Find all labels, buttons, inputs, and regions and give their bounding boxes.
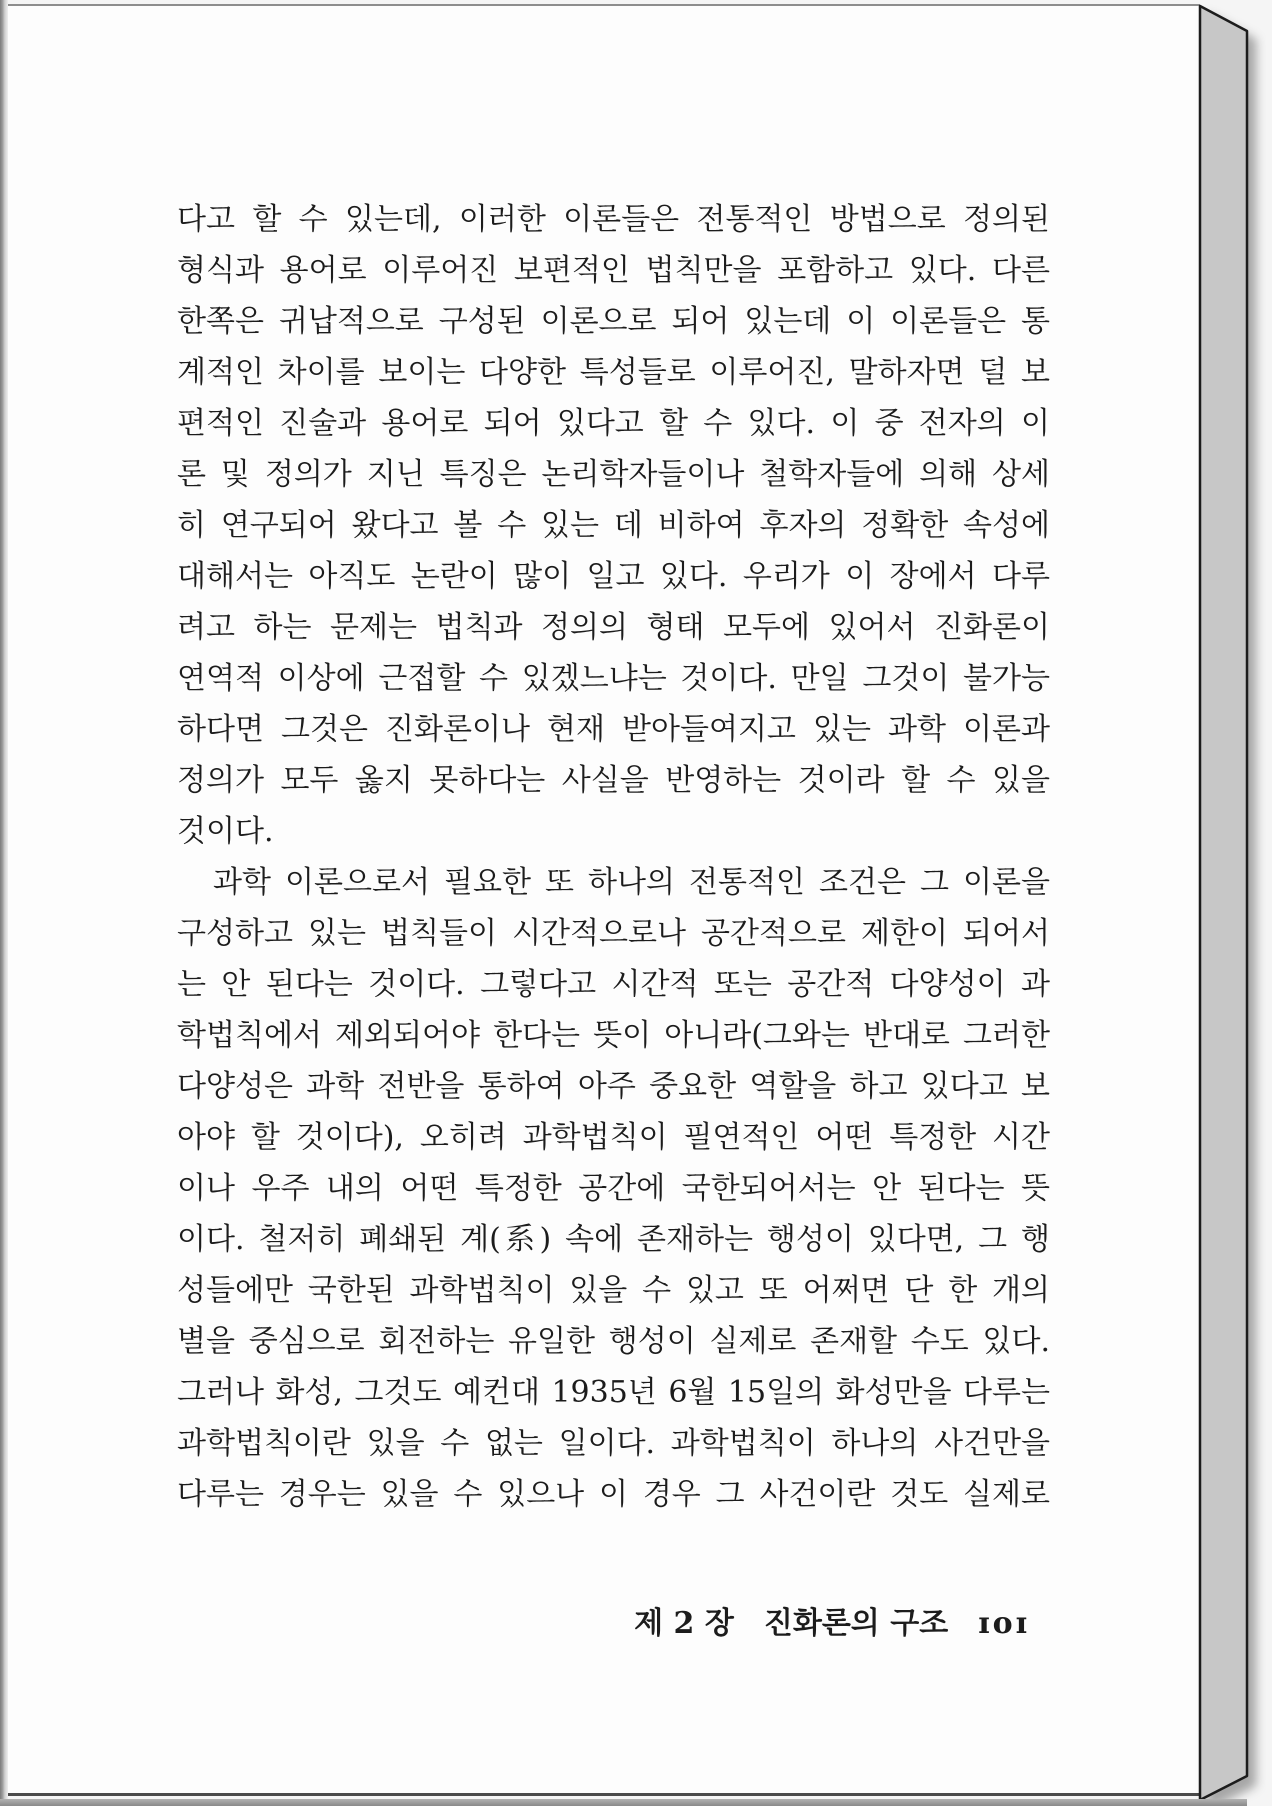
text-line: 편적인 진술과 용어로 되어 있다고 할 수 있다. 이 중 전자의 이 (177, 406, 1050, 441)
text-line: 다양성은 과학 전반을 통하여 아주 중요한 역할을 하고 있다고 보 (177, 1069, 1050, 1104)
book-bottom-edge (0, 1799, 1247, 1806)
text-line: 이나 우주 내의 어떤 특정한 공간에 국한되어서는 안 된다는 뜻 (177, 1171, 1050, 1206)
body-text (177, 194, 1050, 1520)
text-line: 론 및 정의가 지닌 특징은 논리학자들이나 철학자들에 의해 상세 (177, 457, 1050, 492)
page-number: ɪoɪ (978, 1606, 1030, 1641)
text-line: 하다면 그것은 진화론이나 현재 받아들여지고 있는 과학 이론과 (177, 712, 1050, 747)
text-line: 정의가 모두 옳지 못하다는 사실을 반영하는 것이라 할 수 있을 (177, 763, 1050, 798)
chapter-title: 진화론의 구조 (763, 1606, 949, 1641)
text-line: 성들에만 국한된 과학법칙이 있을 수 있고 또 어쩌면 단 한 개의 (177, 1273, 1050, 1308)
text-line: 다루는 경우는 있을 수 있으나 이 경우 그 사건이란 것도 실제로 (177, 1477, 1050, 1512)
text-line: 별을 중심으로 회전하는 유일한 행성이 실제로 존재할 수도 있다. (177, 1324, 1050, 1359)
text-line: 다고 할 수 있는데, 이러한 이론들은 전통적인 방법으로 정의된 (177, 202, 1050, 237)
text-line: 형식과 용어로 이루어진 보편적인 법칙만을 포함하고 있다. 다른 (177, 253, 1050, 288)
text-line: 연역적 이상에 근접할 수 있겠느냐는 것이다. 만일 그것이 불가능 (177, 661, 1050, 696)
text-line: 히 연구되어 왔다고 볼 수 있는 데 비하여 후자의 정확한 속성에 (177, 508, 1050, 543)
text-line: 아야 할 것이다), 오히려 과학법칙이 필연적인 어떤 특정한 시간 (177, 1120, 1050, 1155)
text-line: 과학법칙이란 있을 수 없는 일이다. 과학법칙이 하나의 사건만을 (177, 1426, 1050, 1461)
text-line: 려고 하는 문제는 법칙과 정의의 형태 모두에 있어서 진화론이 (177, 610, 1050, 645)
text-line: 이다. 철저히 폐쇄된 계(系) 속에 존재하는 행성이 있다면, 그 행 (177, 1222, 1050, 1257)
text-line: 과학 이론으로서 필요한 또 하나의 전통적인 조건은 그 이론을 (213, 865, 1050, 900)
text-line: 대해서는 아직도 논란이 많이 일고 있다. 우리가 이 장에서 다루 (177, 559, 1050, 594)
book-spine-edge (0, 0, 8, 1806)
text-line: 는 안 된다는 것이다. 그렇다고 시간적 또는 공간적 다양성이 과 (177, 967, 1050, 1002)
text-line: 한쪽은 귀납적으로 구성된 이론으로 되어 있는데 이 이론들은 통 (177, 304, 1050, 339)
text-line: 것이다. (177, 814, 274, 849)
page (8, 4, 1200, 1796)
text-line: 학법칙에서 제외되어야 한다는 뜻이 아니라(그와는 반대로 그러한 (177, 1018, 1050, 1053)
text-line: 구성하고 있는 법칙들이 시간적으로나 공간적으로 제한이 되어서 (177, 916, 1050, 951)
page-block-edge (1200, 6, 1247, 1800)
page-footer (177, 1598, 1050, 1649)
chapter-label: 제 2 장 (634, 1606, 734, 1641)
text-line: 그러나 화성, 그것도 예컨대 1935년 6월 15일의 화성만을 다루는 (177, 1375, 1050, 1410)
text-line: 계적인 차이를 보이는 다양한 특성들로 이루어진, 말하자면 덜 보 (177, 355, 1050, 390)
